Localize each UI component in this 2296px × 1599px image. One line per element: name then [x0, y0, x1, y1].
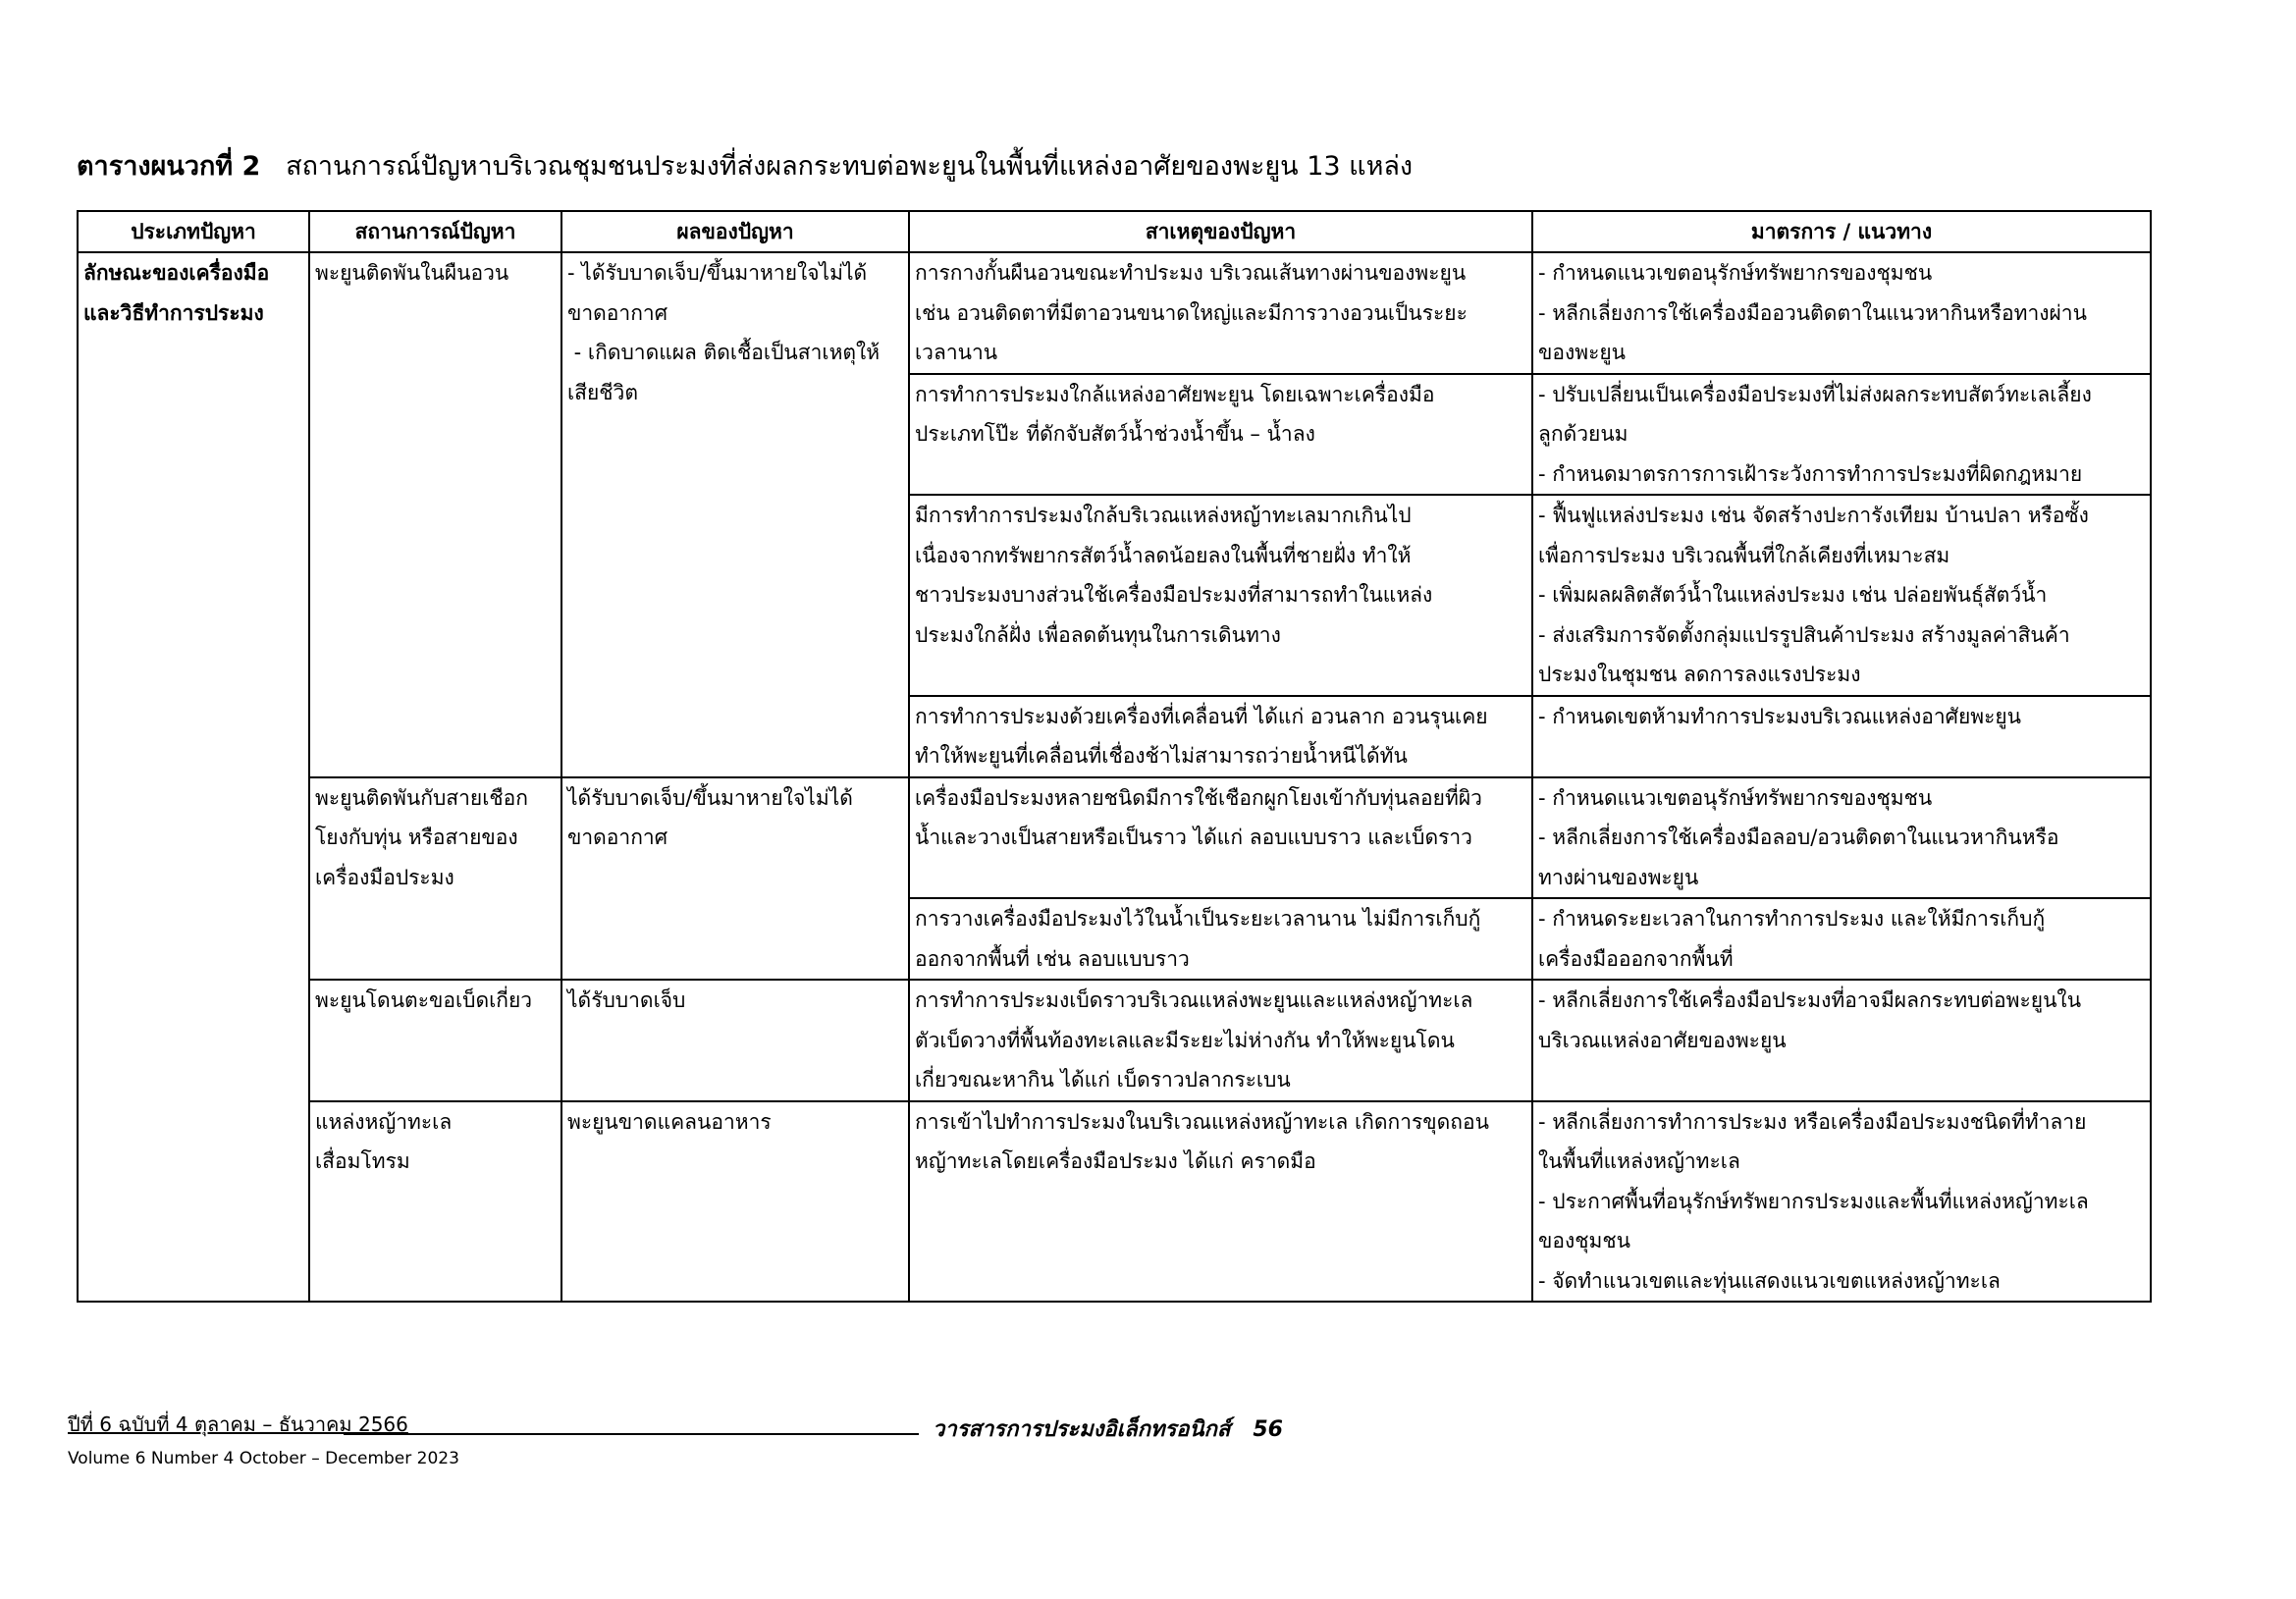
cause-cell: การเข้าไปทำการประมงในบริเวณแหล่งหญ้าทะเล เกิดการขุดถอน หญ้าทะเลโดยเครื่องมือประมง ได้แก่ คราดมือ — [909, 1101, 1532, 1303]
measure-cell: - กำหนดระยะเวลาในการทำการประมง และให้มีการเก็บกู้ เครื่องมือออกจากพื้นที่ — [1532, 898, 2151, 980]
problem-type-cell: ลักษณะของเครื่องมือ และวิธีทำการประมง — [78, 252, 309, 1302]
header-problem-type: ประเภทปัญหา — [78, 211, 309, 252]
cause-cell: การทำการประมงใกล้แหล่งอาศัยพะยูน โดยเฉพาะเครื่องมือ ประเภทโป๊ะ ที่ดักจับสัตว์น้ำช่วงน้ำขึ้น – น้ำลง — [909, 374, 1532, 496]
header-cause: สาเหตุของปัญหา — [909, 211, 1532, 252]
situation-cell: พะยูนโดนตะขอเบ็ดเกี่ยว — [309, 980, 561, 1101]
effect-cell: พะยูนขาดแคลนอาหาร — [561, 1101, 909, 1303]
footer-journal — [933, 1413, 1283, 1447]
situation-cell: พะยูนติดพันกับสายเชือก โยงกับทุ่น หรือสายของ เครื่องมือประมง — [309, 777, 561, 981]
measure-cell: - หลีกเลี่ยงการใช้เครื่องมือประมงที่อาจมีผลกระทบต่อพะยูนใน บริเวณแหล่งอาศัยของพะยูน — [1532, 980, 2151, 1101]
table-header-row — [78, 211, 2151, 252]
footer-journal-name: วารสารการประมงอิเล็กทรอนิกส์ — [933, 1417, 1231, 1442]
header-effect: ผลของปัญหา — [561, 211, 909, 252]
table-row — [78, 1101, 2151, 1303]
measure-cell: - หลีกเลี่ยงการทำการประมง หรือเครื่องมือประมงชนิดที่ทำลาย ในพื้นที่แหล่งหญ้าทะเล - ประกาศพื้นที่อนุรักษ์ทรัพยากรประมงและพื้นที่แหล่งหญ้าทะเล ของชุมชน - จัดทำแนวเขตและทุ่นแสดงแนวเขตแหล่งหญ้าทะเล — [1532, 1101, 2151, 1303]
table-title-label: ตารางผนวกที่ 2 — [77, 151, 261, 182]
footer-issue-th: ปีที่ 6 ฉบับที่ 4 ตุลาคม – ธันวาคม 2566 — [68, 1412, 408, 1436]
cause-cell: การทำการประมงเบ็ดราวบริเวณแหล่งพะยูนและแหล่งหญ้าทะเล ตัวเบ็ดวางที่พื้นท้องทะเลและมีระยะไม่ห่างกัน ทำให้พะยูนโดน เกี่ยวขณะหากิน ได้แก่ เบ็ดราวปลากระเบน — [909, 980, 1532, 1101]
situation-cell: แหล่งหญ้าทะเล เสื่อมโทรม — [309, 1101, 561, 1303]
header-situation: สถานการณ์ปัญหา — [309, 211, 561, 252]
table-row — [78, 980, 2151, 1101]
measure-cell: - กำหนดแนวเขตอนุรักษ์ทรัพยากรของชุมชน - หลีกเลี่ยงการใช้เครื่องมือลอบ/อวนติดตาในแนวหากินหรือ ทางผ่านของพะยูน — [1532, 777, 2151, 899]
cause-cell: การกางกั้นผืนอวนขณะทำประมง บริเวณเส้นทางผ่านของพะยูน เช่น อวนติดตาที่มีตาอวนขนาดใหญ่และมีการวางอวนเป็นระยะ เวลานาน — [909, 252, 1532, 374]
measure-cell: - ฟื้นฟูแหล่งประมง เช่น จัดสร้างปะการังเทียม บ้านปลา หรือซั้ง เพื่อการประมง บริเวณพื้นที่ใกล้เคียงที่เหมาะสม - เพิ่มผลผลิตสัตว์น้ำในแหล่งประมง เช่น ปล่อยพันธุ์สัตว์น้ำ - ส่งเสริมการจัดตั้งกลุ่มแปรรูปสินค้าประมง สร้างมูลค่าสินค้า ประมงในชุมชน ลดการลงแรงประมง — [1532, 495, 2151, 696]
table-body — [78, 252, 2151, 1302]
situation-cell: พะยูนติดพันในผืนอวน — [309, 252, 561, 777]
footer-divider — [344, 1433, 919, 1435]
cause-cell: มีการทำการประมงใกล้บริเวณแหล่งหญ้าทะเลมากเกินไป เนื่องจากทรัพยากรสัตว์น้ำลดน้อยลงในพื้นที่ชายฝั่ง ทำให้ ชาวประมงบางส่วนใช้เครื่องมือประมงที่สามารถทำในแหล่ง ประมงใกล้ฝั่ง เพื่อลดต้นทุนในการเดินทาง — [909, 495, 1532, 696]
effect-cell: ได้รับบาดเจ็บ/ขึ้นมาหายใจไม่ได้ ขาดอากาศ — [561, 777, 909, 981]
measure-cell: - กำหนดเขตห้ามทำการประมงบริเวณแหล่งอาศัยพะยูน — [1532, 696, 2151, 777]
effect-cell: - ได้รับบาดเจ็บ/ขึ้นมาหายใจไม่ได้ ขาดอากาศ - เกิดบาดแผล ติดเชื้อเป็นสาเหตุให้ เสียชีวิต — [561, 252, 909, 777]
cause-cell: การทำการประมงด้วยเครื่องที่เคลื่อนที่ ได้แก่ อวนลาก อวนรุนเคย ทำให้พะยูนที่เคลื่อนที่เชื่องช้าไม่สามารถว่ายน้ำหนีได้ทัน — [909, 696, 1532, 777]
effect-cell: ได้รับบาดเจ็บ — [561, 980, 909, 1101]
cause-cell: เครื่องมือประมงหลายชนิดมีการใช้เชือกผูกโยงเข้ากับทุ่นลอยที่ผิว น้ำและวางเป็นสายหรือเป็นราว ได้แก่ ลอบแบบราว และเบ็ดราว — [909, 777, 1532, 899]
footer-issue-en: Volume 6 Number 4 October – December 2023 — [68, 1449, 459, 1468]
table-row — [78, 252, 2151, 374]
table-title — [77, 145, 2197, 188]
table-title-text: สถานการณ์ปัญหาบริเวณชุมชนประมงที่ส่งผลกระทบต่อพะยูนในพื้นที่แหล่งอาศัยของพะยูน 13 แหล่ง — [286, 151, 1414, 182]
problem-table — [77, 210, 2152, 1303]
cause-cell: การวางเครื่องมือประมงไว้ในน้ำเป็นระยะเวลานาน ไม่มีการเก็บกู้ ออกจากพื้นที่ เช่น ลอบแบบราว — [909, 898, 1532, 980]
header-measure: มาตรการ / แนวทาง — [1532, 211, 2151, 252]
measure-cell: - ปรับเปลี่ยนเป็นเครื่องมือประมงที่ไม่ส่งผลกระทบสัตว์ทะเลเลี้ยง ลูกด้วยนม - กำหนดมาตรการการเฝ้าระวังการทำการประมงที่ผิดกฎหมาย — [1532, 374, 2151, 496]
footer-page-number: 56 — [1253, 1417, 1283, 1442]
measure-cell: - กำหนดแนวเขตอนุรักษ์ทรัพยากรของชุมชน - หลีกเลี่ยงการใช้เครื่องมืออวนติดตาในแนวหากินหรือทางผ่าน ของพะยูน — [1532, 252, 2151, 374]
table-row — [78, 777, 2151, 899]
